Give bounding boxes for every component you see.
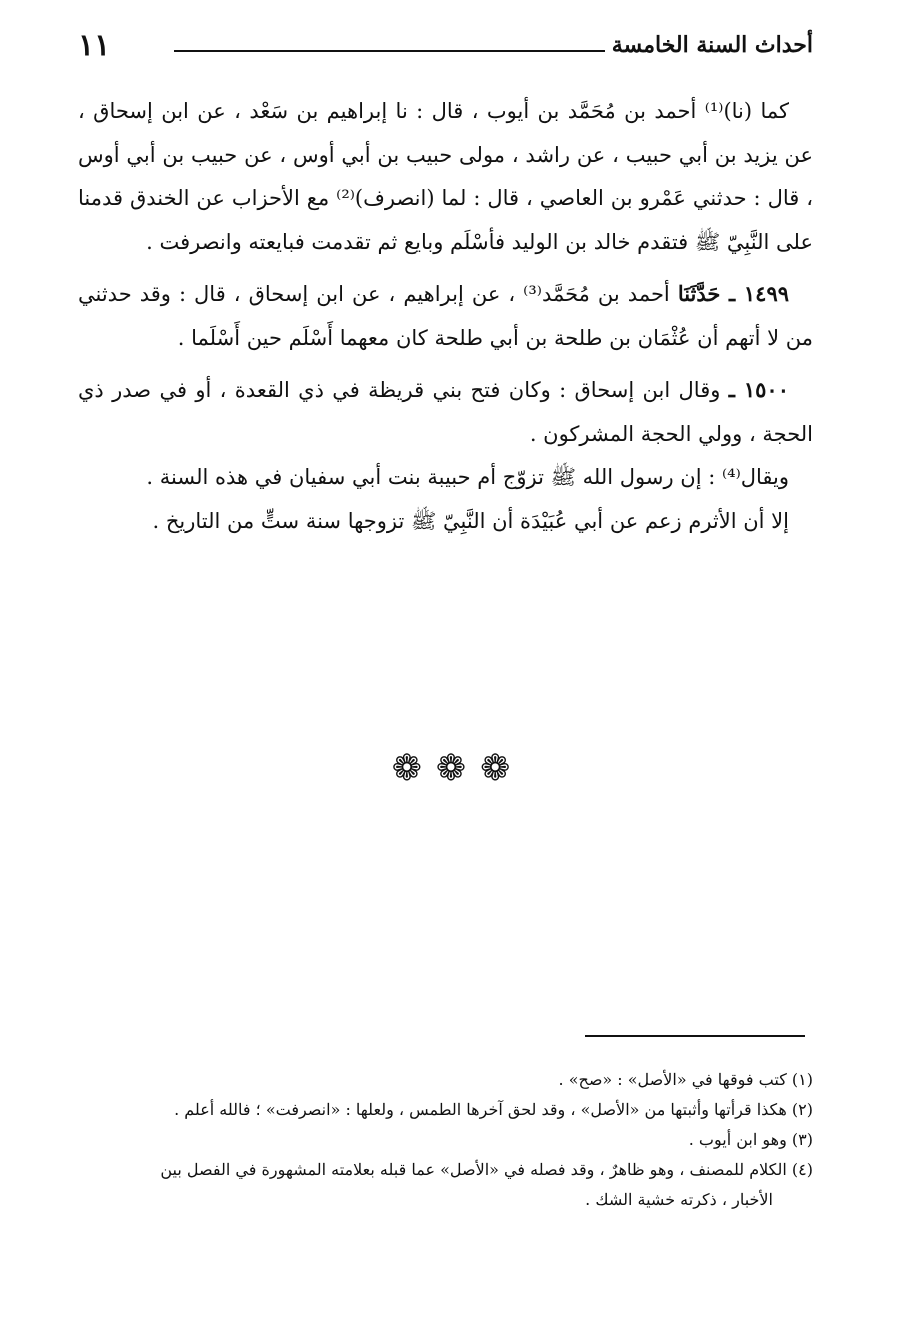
main-text — [78, 90, 813, 543]
footnote-2: (٢) هكذا قرأتها وأثبتها من «الأصل» ، وقد لحق آخرها الطمس ، ولعلها : «انصرفت» ؛ فالله أعلم . — [174, 1100, 813, 1119]
footnote-3: (٣) وهو ابن أيوب . — [688, 1130, 813, 1149]
paragraph-marriage: ويقال⁽⁴⁾ : إن رسول الله ﷺ تزوّج أم حبيبة بنت أبي سفيان في هذه السنة . — [146, 465, 789, 489]
page-number: ١١ — [78, 28, 111, 63]
paragraph-1500-text: وقال ابن إسحاق : وكان فتح بني قريظة في ذي القعدة ، أو في صدر ذي الحجة ، وولي الحجة المشركون . — [78, 378, 813, 446]
footnotes — [78, 1065, 813, 1215]
footnote-1: (١) كتب فوقها في «الأصل» : «صح» . — [558, 1070, 813, 1089]
paragraph-athram: إلا أن الأثرم زعم عن أبي عُبَيْدَة أن النَّبِيّ ﷺ تزوجها سنة ستٍّ من التاريخ . — [152, 508, 789, 533]
paragraph-1499-text: أحمد بن مُحَمَّد⁽³⁾ ، عن إبراهيم ، عن ابن إسحاق ، قال : وقد حدثني من لا أتهم أن عُثْمَان بن طلحة بن أبي طلحة كان معهما أَسْلَم حين أَسْلَما . — [78, 282, 813, 350]
hadith-number-1499: ١٤٩٩ ـ حَدَّثَنَا — [677, 281, 790, 306]
running-title: أحداث السنة الخامسة — [611, 32, 813, 58]
page-header — [78, 22, 813, 68]
footnote-separator — [585, 1035, 805, 1037]
paragraph-1499 — [78, 272, 813, 360]
header-rule — [174, 50, 605, 52]
footnote-4-continuation: الأخبار ، ذكرته خشية الشك . — [585, 1190, 773, 1209]
hadith-number-1500: ١٥٠٠ ـ — [728, 377, 789, 402]
footnote-4: (٤) الكلام للمصنف ، وهو ظاهرٌ ، وقد فصله في «الأصل» عما قبله بعلامته المشهورة في الفصل بين — [160, 1160, 813, 1179]
section-end-ornaments: ❁❁❁ — [391, 748, 525, 789]
paragraph-1: كما (نا)⁽¹⁾ أحمد بن مُحَمَّد بن أيوب ، قال : نا إبراهيم بن سَعْد ، عن ابن إسحاق ، عن يزيد بن أبي حبيب ، عن راشد ، مولى حبيب بن أبي أوس ، عن حبيب بن أبي أوس ، قال : حدثني عَمْرو بن العاصي ، قال : لما (انصرف)⁽²⁾ مع الأحزاب عن الخندق قدمنا على النَّبِيّ ﷺ فتقدم خالد بن الوليد فأسْلَم وبايع ثم تقدمت فبايعته وانصرفت . — [78, 99, 813, 254]
paragraph-1500 — [78, 368, 813, 456]
